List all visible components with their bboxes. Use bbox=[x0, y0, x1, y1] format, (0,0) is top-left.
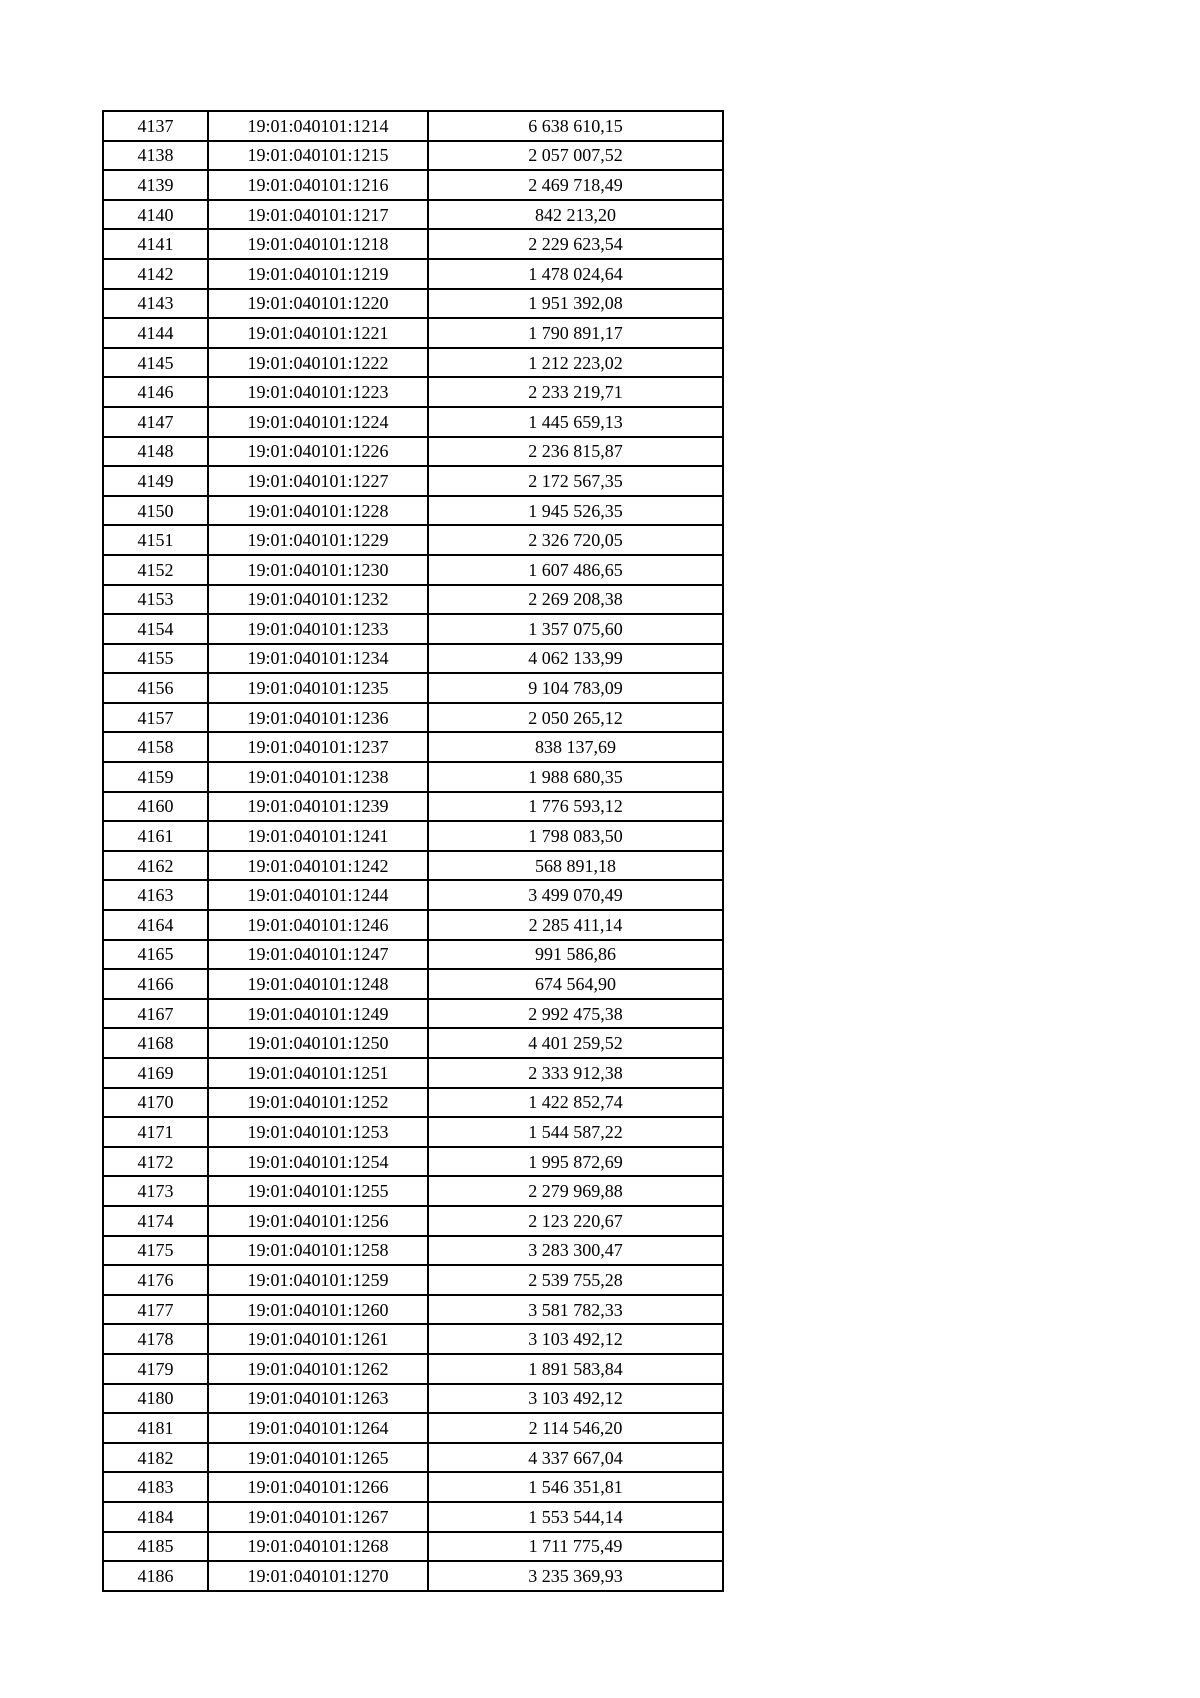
cadastral-number-cell: 19:01:040101:1250 bbox=[208, 1028, 428, 1058]
cadastral-number-cell: 19:01:040101:1244 bbox=[208, 880, 428, 910]
table-row bbox=[103, 1176, 723, 1206]
row-number-cell: 4167 bbox=[103, 999, 208, 1029]
value-cell: 3 499 070,49 bbox=[428, 880, 723, 910]
cadastral-number-cell: 19:01:040101:1239 bbox=[208, 792, 428, 822]
cadastral-number-cell: 19:01:040101:1268 bbox=[208, 1532, 428, 1562]
cadastral-number-cell: 19:01:040101:1221 bbox=[208, 318, 428, 348]
cadastral-number-cell: 19:01:040101:1253 bbox=[208, 1117, 428, 1147]
cadastral-number-cell: 19:01:040101:1232 bbox=[208, 585, 428, 615]
cadastral-number-cell: 19:01:040101:1252 bbox=[208, 1088, 428, 1118]
table-row bbox=[103, 1354, 723, 1384]
cadastral-number-cell: 19:01:040101:1216 bbox=[208, 170, 428, 200]
value-cell: 1 711 775,49 bbox=[428, 1532, 723, 1562]
table-row bbox=[103, 555, 723, 585]
cadastral-number-cell: 19:01:040101:1235 bbox=[208, 673, 428, 703]
cadastral-number-cell: 19:01:040101:1242 bbox=[208, 851, 428, 881]
cadastral-number-cell: 19:01:040101:1238 bbox=[208, 762, 428, 792]
row-number-cell: 4138 bbox=[103, 141, 208, 171]
table-row bbox=[103, 141, 723, 171]
cadastral-number-cell: 19:01:040101:1222 bbox=[208, 348, 428, 378]
table-row bbox=[103, 762, 723, 792]
row-number-cell: 4180 bbox=[103, 1384, 208, 1414]
value-cell: 2 469 718,49 bbox=[428, 170, 723, 200]
value-cell: 4 062 133,99 bbox=[428, 644, 723, 674]
cadastral-number-cell: 19:01:040101:1267 bbox=[208, 1502, 428, 1532]
table-row bbox=[103, 437, 723, 467]
value-cell: 838 137,69 bbox=[428, 732, 723, 762]
value-cell: 842 213,20 bbox=[428, 200, 723, 230]
row-number-cell: 4171 bbox=[103, 1117, 208, 1147]
value-cell: 2 992 475,38 bbox=[428, 999, 723, 1029]
table-row bbox=[103, 1561, 723, 1591]
row-number-cell: 4182 bbox=[103, 1443, 208, 1473]
cadastral-number-cell: 19:01:040101:1234 bbox=[208, 644, 428, 674]
row-number-cell: 4178 bbox=[103, 1324, 208, 1354]
cadastral-number-cell: 19:01:040101:1264 bbox=[208, 1413, 428, 1443]
table-row bbox=[103, 525, 723, 555]
value-cell: 1 988 680,35 bbox=[428, 762, 723, 792]
value-cell: 4 337 667,04 bbox=[428, 1443, 723, 1473]
row-number-cell: 4139 bbox=[103, 170, 208, 200]
row-number-cell: 4157 bbox=[103, 703, 208, 733]
table-row bbox=[103, 170, 723, 200]
table-row bbox=[103, 614, 723, 644]
cadastral-number-cell: 19:01:040101:1224 bbox=[208, 407, 428, 437]
cadastral-number-cell: 19:01:040101:1258 bbox=[208, 1236, 428, 1266]
row-number-cell: 4162 bbox=[103, 851, 208, 881]
row-number-cell: 4179 bbox=[103, 1354, 208, 1384]
cadastral-number-cell: 19:01:040101:1228 bbox=[208, 496, 428, 526]
table-row bbox=[103, 1147, 723, 1177]
value-cell: 1 891 583,84 bbox=[428, 1354, 723, 1384]
row-number-cell: 4142 bbox=[103, 259, 208, 289]
cadastral-number-cell: 19:01:040101:1215 bbox=[208, 141, 428, 171]
row-number-cell: 4166 bbox=[103, 969, 208, 999]
table-row bbox=[103, 851, 723, 881]
value-cell: 3 581 782,33 bbox=[428, 1295, 723, 1325]
cadastral-number-cell: 19:01:040101:1255 bbox=[208, 1176, 428, 1206]
value-cell: 1 544 587,22 bbox=[428, 1117, 723, 1147]
table-row bbox=[103, 821, 723, 851]
row-number-cell: 4165 bbox=[103, 940, 208, 970]
row-number-cell: 4137 bbox=[103, 111, 208, 141]
row-number-cell: 4148 bbox=[103, 437, 208, 467]
cadastral-number-cell: 19:01:040101:1227 bbox=[208, 466, 428, 496]
table-row bbox=[103, 1236, 723, 1266]
cadastral-number-cell: 19:01:040101:1259 bbox=[208, 1265, 428, 1295]
table-row bbox=[103, 880, 723, 910]
row-number-cell: 4170 bbox=[103, 1088, 208, 1118]
table-row bbox=[103, 792, 723, 822]
cadastral-number-cell: 19:01:040101:1246 bbox=[208, 910, 428, 940]
table-row bbox=[103, 259, 723, 289]
table-row bbox=[103, 229, 723, 259]
row-number-cell: 4156 bbox=[103, 673, 208, 703]
row-number-cell: 4144 bbox=[103, 318, 208, 348]
value-cell: 1 478 024,64 bbox=[428, 259, 723, 289]
row-number-cell: 4151 bbox=[103, 525, 208, 555]
row-number-cell: 4161 bbox=[103, 821, 208, 851]
table-row bbox=[103, 1058, 723, 1088]
value-cell: 1 422 852,74 bbox=[428, 1088, 723, 1118]
table-row bbox=[103, 1324, 723, 1354]
value-cell: 2 114 546,20 bbox=[428, 1413, 723, 1443]
cadastral-number-cell: 19:01:040101:1218 bbox=[208, 229, 428, 259]
cadastral-number-cell: 19:01:040101:1226 bbox=[208, 437, 428, 467]
row-number-cell: 4183 bbox=[103, 1472, 208, 1502]
row-number-cell: 4185 bbox=[103, 1532, 208, 1562]
row-number-cell: 4169 bbox=[103, 1058, 208, 1088]
value-cell: 1 790 891,17 bbox=[428, 318, 723, 348]
cadastral-number-cell: 19:01:040101:1230 bbox=[208, 555, 428, 585]
row-number-cell: 4145 bbox=[103, 348, 208, 378]
table-row bbox=[103, 496, 723, 526]
cadastral-number-cell: 19:01:040101:1236 bbox=[208, 703, 428, 733]
row-number-cell: 4186 bbox=[103, 1561, 208, 1591]
table-row bbox=[103, 732, 723, 762]
row-number-cell: 4173 bbox=[103, 1176, 208, 1206]
table-row bbox=[103, 940, 723, 970]
table-row bbox=[103, 1443, 723, 1473]
table-row bbox=[103, 585, 723, 615]
row-number-cell: 4174 bbox=[103, 1206, 208, 1236]
cadastral-number-cell: 19:01:040101:1237 bbox=[208, 732, 428, 762]
row-number-cell: 4176 bbox=[103, 1265, 208, 1295]
table-body bbox=[103, 111, 723, 1591]
row-number-cell: 4184 bbox=[103, 1502, 208, 1532]
table-row bbox=[103, 1265, 723, 1295]
value-cell: 2 229 623,54 bbox=[428, 229, 723, 259]
cadastral-number-cell: 19:01:040101:1223 bbox=[208, 377, 428, 407]
table-row bbox=[103, 466, 723, 496]
row-number-cell: 4158 bbox=[103, 732, 208, 762]
table-row bbox=[103, 1088, 723, 1118]
row-number-cell: 4155 bbox=[103, 644, 208, 674]
row-number-cell: 4150 bbox=[103, 496, 208, 526]
value-cell: 1 776 593,12 bbox=[428, 792, 723, 822]
value-cell: 3 235 369,93 bbox=[428, 1561, 723, 1591]
cadastral-number-cell: 19:01:040101:1233 bbox=[208, 614, 428, 644]
row-number-cell: 4164 bbox=[103, 910, 208, 940]
cadastral-number-cell: 19:01:040101:1251 bbox=[208, 1058, 428, 1088]
table-row bbox=[103, 703, 723, 733]
cadastral-number-cell: 19:01:040101:1266 bbox=[208, 1472, 428, 1502]
value-cell: 2 050 265,12 bbox=[428, 703, 723, 733]
table-row bbox=[103, 1472, 723, 1502]
table-row bbox=[103, 348, 723, 378]
value-cell: 1 357 075,60 bbox=[428, 614, 723, 644]
cadastral-number-cell: 19:01:040101:1214 bbox=[208, 111, 428, 141]
row-number-cell: 4149 bbox=[103, 466, 208, 496]
value-cell: 2 279 969,88 bbox=[428, 1176, 723, 1206]
table-row bbox=[103, 377, 723, 407]
value-cell: 3 103 492,12 bbox=[428, 1324, 723, 1354]
cadastral-number-cell: 19:01:040101:1217 bbox=[208, 200, 428, 230]
row-number-cell: 4172 bbox=[103, 1147, 208, 1177]
row-number-cell: 4147 bbox=[103, 407, 208, 437]
table-row bbox=[103, 1532, 723, 1562]
cadastral-number-cell: 19:01:040101:1220 bbox=[208, 289, 428, 319]
value-cell: 9 104 783,09 bbox=[428, 673, 723, 703]
cadastral-number-cell: 19:01:040101:1265 bbox=[208, 1443, 428, 1473]
cadastral-number-cell: 19:01:040101:1261 bbox=[208, 1324, 428, 1354]
value-cell: 2 285 411,14 bbox=[428, 910, 723, 940]
cadastral-value-table bbox=[102, 110, 724, 1592]
row-number-cell: 4160 bbox=[103, 792, 208, 822]
value-cell: 991 586,86 bbox=[428, 940, 723, 970]
row-number-cell: 4140 bbox=[103, 200, 208, 230]
value-cell: 1 951 392,08 bbox=[428, 289, 723, 319]
value-cell: 2 326 720,05 bbox=[428, 525, 723, 555]
table-row bbox=[103, 289, 723, 319]
table-row bbox=[103, 1502, 723, 1532]
table-row bbox=[103, 910, 723, 940]
row-number-cell: 4154 bbox=[103, 614, 208, 644]
value-cell: 6 638 610,15 bbox=[428, 111, 723, 141]
row-number-cell: 4168 bbox=[103, 1028, 208, 1058]
value-cell: 3 283 300,47 bbox=[428, 1236, 723, 1266]
value-cell: 1 607 486,65 bbox=[428, 555, 723, 585]
table-row bbox=[103, 318, 723, 348]
cadastral-number-cell: 19:01:040101:1247 bbox=[208, 940, 428, 970]
table-row bbox=[103, 999, 723, 1029]
cadastral-number-cell: 19:01:040101:1219 bbox=[208, 259, 428, 289]
table-row bbox=[103, 1028, 723, 1058]
row-number-cell: 4143 bbox=[103, 289, 208, 319]
value-cell: 1 553 544,14 bbox=[428, 1502, 723, 1532]
value-cell: 2 236 815,87 bbox=[428, 437, 723, 467]
table-row bbox=[103, 1295, 723, 1325]
value-cell: 2 057 007,52 bbox=[428, 141, 723, 171]
table-row bbox=[103, 200, 723, 230]
cadastral-number-cell: 19:01:040101:1254 bbox=[208, 1147, 428, 1177]
value-cell: 1 995 872,69 bbox=[428, 1147, 723, 1177]
row-number-cell: 4152 bbox=[103, 555, 208, 585]
cadastral-number-cell: 19:01:040101:1260 bbox=[208, 1295, 428, 1325]
cadastral-number-cell: 19:01:040101:1270 bbox=[208, 1561, 428, 1591]
cadastral-number-cell: 19:01:040101:1263 bbox=[208, 1384, 428, 1414]
row-number-cell: 4175 bbox=[103, 1236, 208, 1266]
cadastral-number-cell: 19:01:040101:1262 bbox=[208, 1354, 428, 1384]
cadastral-number-cell: 19:01:040101:1256 bbox=[208, 1206, 428, 1236]
row-number-cell: 4177 bbox=[103, 1295, 208, 1325]
row-number-cell: 4153 bbox=[103, 585, 208, 615]
table-row bbox=[103, 1206, 723, 1236]
value-cell: 1 546 351,81 bbox=[428, 1472, 723, 1502]
table-row bbox=[103, 969, 723, 999]
row-number-cell: 4181 bbox=[103, 1413, 208, 1443]
row-number-cell: 4146 bbox=[103, 377, 208, 407]
table-row bbox=[103, 644, 723, 674]
row-number-cell: 4159 bbox=[103, 762, 208, 792]
table-row bbox=[103, 1384, 723, 1414]
cadastral-number-cell: 19:01:040101:1248 bbox=[208, 969, 428, 999]
value-cell: 2 123 220,67 bbox=[428, 1206, 723, 1236]
table-row bbox=[103, 111, 723, 141]
value-cell: 3 103 492,12 bbox=[428, 1384, 723, 1414]
table-row bbox=[103, 673, 723, 703]
table-row bbox=[103, 407, 723, 437]
cadastral-number-cell: 19:01:040101:1229 bbox=[208, 525, 428, 555]
table-row bbox=[103, 1413, 723, 1443]
value-cell: 1 798 083,50 bbox=[428, 821, 723, 851]
value-cell: 2 333 912,38 bbox=[428, 1058, 723, 1088]
row-number-cell: 4163 bbox=[103, 880, 208, 910]
value-cell: 1 445 659,13 bbox=[428, 407, 723, 437]
value-cell: 2 233 219,71 bbox=[428, 377, 723, 407]
value-cell: 674 564,90 bbox=[428, 969, 723, 999]
value-cell: 1 945 526,35 bbox=[428, 496, 723, 526]
value-cell: 1 212 223,02 bbox=[428, 348, 723, 378]
row-number-cell: 4141 bbox=[103, 229, 208, 259]
cadastral-number-cell: 19:01:040101:1241 bbox=[208, 821, 428, 851]
value-cell: 568 891,18 bbox=[428, 851, 723, 881]
value-cell: 2 172 567,35 bbox=[428, 466, 723, 496]
value-cell: 2 539 755,28 bbox=[428, 1265, 723, 1295]
value-cell: 2 269 208,38 bbox=[428, 585, 723, 615]
table-row bbox=[103, 1117, 723, 1147]
value-cell: 4 401 259,52 bbox=[428, 1028, 723, 1058]
cadastral-number-cell: 19:01:040101:1249 bbox=[208, 999, 428, 1029]
